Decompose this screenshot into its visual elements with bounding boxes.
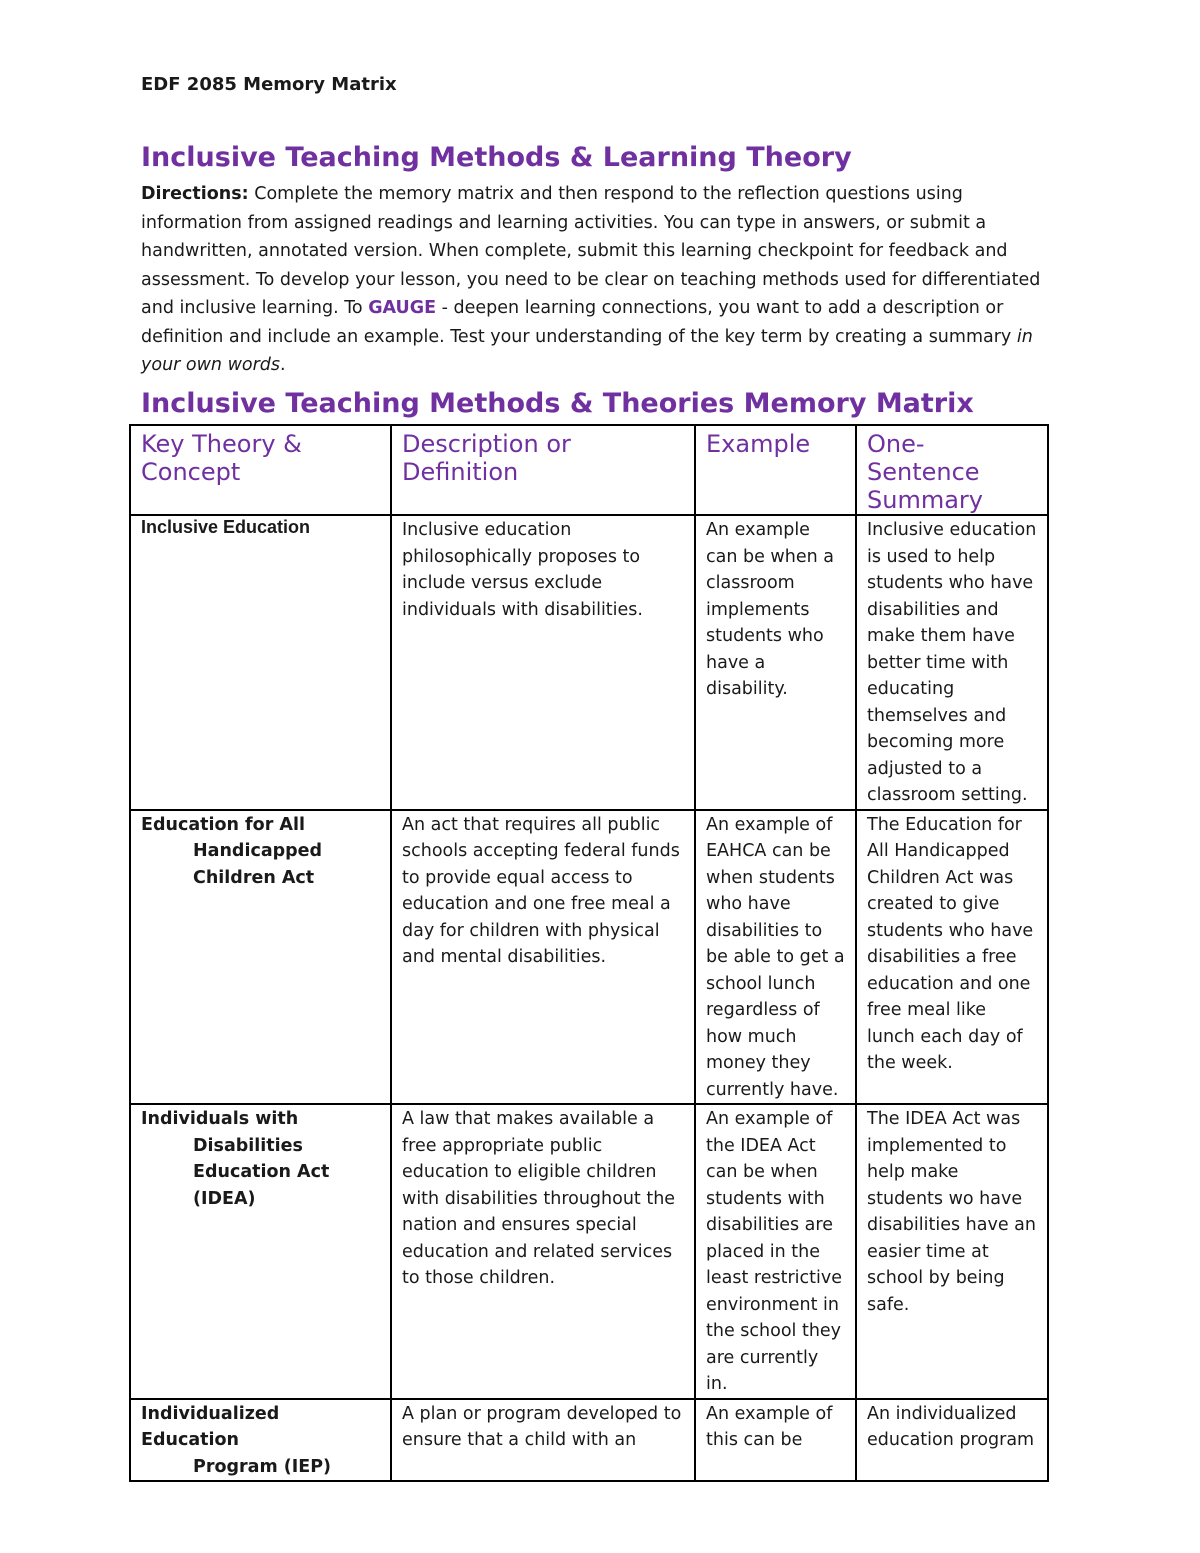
document-header: EDF 2085 Memory Matrix [141, 74, 397, 95]
description-cell: A plan or program developed to ensure that a child with an [391, 1399, 695, 1482]
directions-text-1: Complete the memory matrix and then respond to the reflection questions using information from assigned readings and learning activities. You can type in answers, or submit a handwritten, annotated version. When complete, submit this learning checkpoint for feedback and assessment. To develop your lesson, you need to be clear on teaching methods used for differentiated and inclusive learning. To [141, 184, 1041, 318]
table-row [130, 1399, 1048, 1482]
key-term-rest: Disabilities Education Act (IDEA) [193, 1135, 330, 1209]
example-cell: An example of the IDEA Act can be when students with disabilities are placed in the least restrictive environment in the school they are currently in. [695, 1104, 856, 1399]
header-summary: One-Sentence Summary [856, 425, 1048, 515]
gauge-keyword: GAUGE [368, 298, 437, 318]
example-cell: An example of EAHCA can be when students who have disabilities to be able to get a school lunch regardless of how much money they currently have. [695, 810, 856, 1105]
page-title: Inclusive Teaching Methods & Learning Theory [141, 142, 852, 173]
header-description: Description or Definition [391, 425, 695, 515]
summary-cell: An individualized education program [856, 1399, 1048, 1482]
example-cell: An example can be when a classroom implements students who have a disability. [695, 515, 856, 810]
summary-cell: The IDEA Act was implemented to help make students wo have disabilities have an easier time at school by being safe. [856, 1104, 1048, 1399]
matrix-title: Inclusive Teaching Methods & Theories Memory Matrix [141, 388, 974, 419]
description-cell: Inclusive education philosophically proposes to include versus exclude individuals with disabilities. [391, 515, 695, 810]
key-term-cell [130, 810, 391, 1105]
description-cell: A law that makes available a free appropriate public education to eligible children with disabilities throughout the nation and ensures special education and related services to those children. [391, 1104, 695, 1399]
key-term-rest: Program (IEP) [193, 1456, 332, 1477]
directions-text-2: - deepen learning connections, you want to add a description or definition and include an example. Test your understanding of the key term by creating a summary [141, 298, 1017, 347]
example-cell: An example of this can be [695, 1399, 856, 1482]
directions-paragraph [141, 180, 1061, 380]
directions-italic: in your own words [141, 326, 1033, 375]
key-term: Inclusive Education [141, 517, 311, 537]
table-row [130, 515, 1048, 810]
header-example: Example [695, 425, 856, 515]
key-term-cell [130, 515, 391, 810]
key-term-line1: Individualized Education [141, 1403, 280, 1450]
key-term-line1: Individuals with [141, 1109, 299, 1129]
table-row [130, 1104, 1048, 1399]
table-row [130, 810, 1048, 1105]
memory-matrix-table [129, 424, 1049, 1482]
key-term-cell [130, 1104, 391, 1399]
summary-cell: Inclusive education is used to help students who have disabilities and make them have better time with educating themselves and becoming more adjusted to a classroom setting. [856, 515, 1048, 810]
header-key-theory: Key Theory & Concept [130, 425, 391, 515]
table-header-row [130, 425, 1048, 515]
key-term-line1: Education for All [141, 814, 305, 835]
key-term-cell [130, 1399, 391, 1482]
description-cell: An act that requires all public schools accepting federal funds to provide equal access to education and one free meal a day for children with physical and mental disabilities. [391, 810, 695, 1105]
directions-label: Directions: [141, 184, 249, 204]
key-term-rest: Handicapped Children Act [193, 841, 323, 888]
directions-end: . [280, 355, 286, 375]
summary-cell: The Education for All Handicapped Children Act was created to give students who have disabilities a free education and one free meal like lunch each day of the week. [856, 810, 1048, 1105]
